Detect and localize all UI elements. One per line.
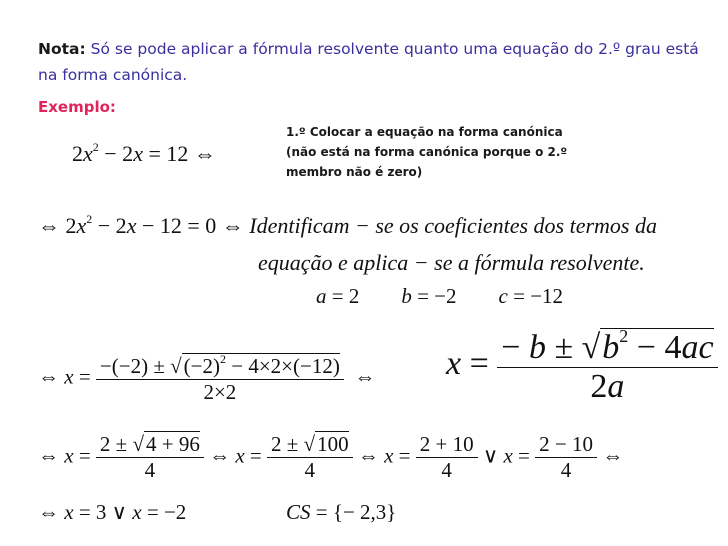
apply-formula-text: equação e aplica − se a fórmula resolvente. [258, 250, 645, 275]
equation-canonical: ⇔ $2x^2 - 2x - 12 = 0$ ⇔ Identificam − se os coeficientes dos termos da [38, 212, 657, 238]
coefficients: a = 2 b = −2 c = −12 [316, 284, 564, 308]
simplification-line: ⇔ x = $\frac{2 \pm √4 + 96}{4}$ ⇔ x = $\frac{2 \pm √100}{4}$ ⇔ x = $\frac{2 + 10}{4}$ ∨ x = $\frac{2 - 10}{4}$ ⇔ [38, 432, 624, 482]
note-body: Só se pode aplicar a fórmula resolvente quanto uma equação do 2.º grau está na forma canónica. [38, 40, 699, 84]
substitution-line: ⇔ x = $\frac{-(-2) \pm √(-2)^2 - 4\times 2\times(-12)}{2\times 2}$ ⇔ [38, 352, 376, 404]
equation-original: $2x^2 - 2x = 12$ ⇔ [72, 140, 216, 166]
quadratic-formula: x = $\frac{- b \pm √b^2 - 4ac}{2a}$ [446, 326, 718, 406]
identify-text: Identificam − se os coeficientes dos termos da [249, 213, 657, 238]
example-heading: Exemplo: [38, 98, 116, 116]
substitution-fraction: $\frac{-(-2) \pm √(-2)^2 - 4\times 2\times(-12)}{2\times 2}$ [96, 352, 344, 405]
solution-line: ⇔ x = 3 ∨ x = −2 [38, 500, 187, 524]
note-label: Nota: [38, 40, 86, 58]
step-note: 1.º Colocar a equação na forma canónica (não está na forma canónica porque o 2.º membro não é zero) [286, 125, 568, 179]
note-text [38, 36, 708, 88]
solution-set: CS = {− 2,3} [286, 500, 397, 524]
